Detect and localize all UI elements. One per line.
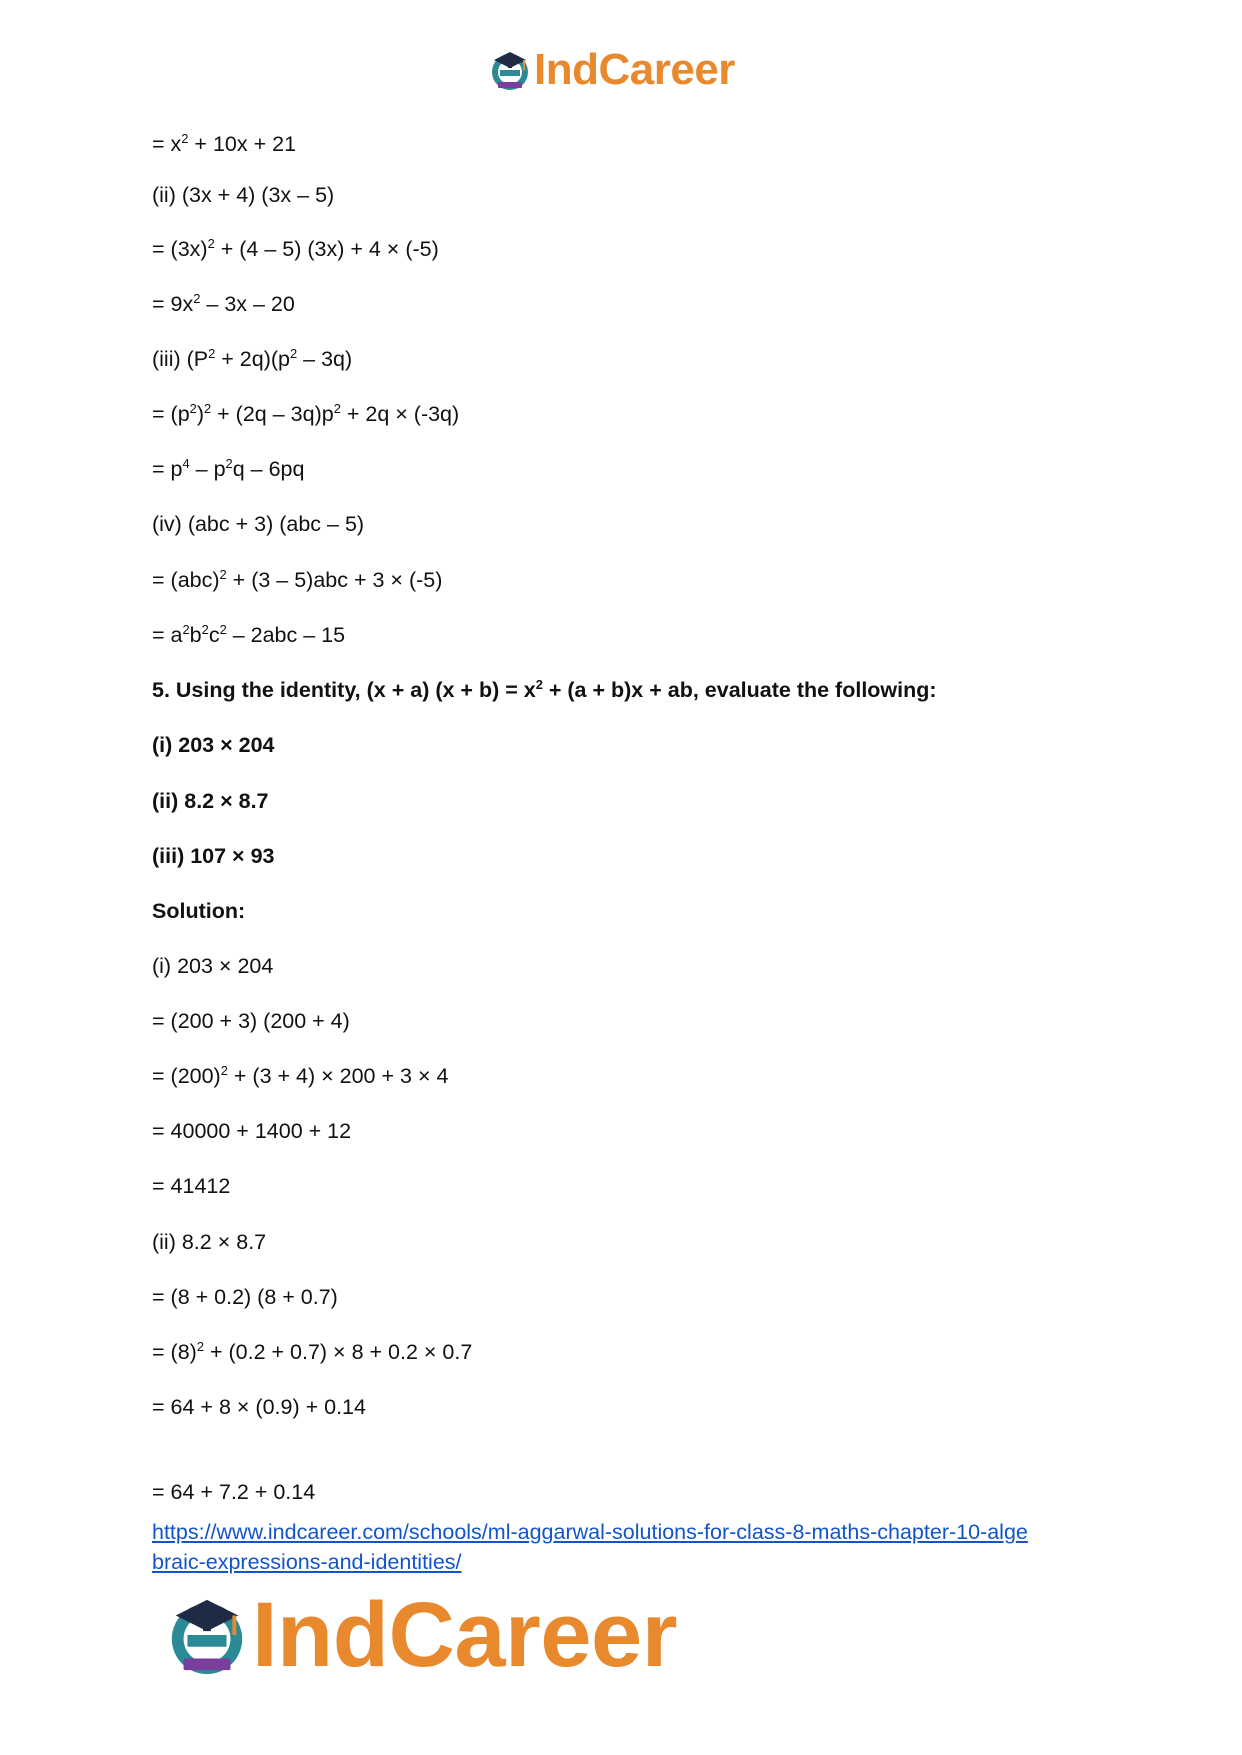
solution-line-2: = (200 + 3) (200 + 4)	[152, 1009, 350, 1033]
line-1: = $x^2 + 10x + 21$	[152, 131, 297, 156]
line-6: = $(p^2)^2 + (2q - 3q)p^2 + 2q \times (-3q)$	[152, 401, 460, 426]
source-link-line-1: https://www.indcareer.com/schools/ml-aggarwal-solutions-for-class-8-maths-chapter-10-alge	[152, 1520, 1028, 1544]
footer-logo-text: IndCareer	[252, 1584, 677, 1686]
solution-line-9: = 64 + 8 × (0.9) + 0.14	[152, 1395, 366, 1419]
line-7: = $p^4 - p^2q - 6pq$	[152, 456, 305, 481]
line-3: = $(3x)^2 + (4 - 5) (3x) + 4 \times (-5)$	[152, 236, 439, 261]
header-logo-text: IndCareer	[534, 45, 735, 94]
solution-line-1: (i) 203 × 204	[152, 954, 274, 978]
line-2: (ii) (3x + 4) (3x – 5)	[152, 183, 335, 207]
line-9: = (abc)$^2$ + (3 – 5)abc + 3 × (-5)	[152, 567, 443, 592]
question-5-part-iii: (iii) 107 × 93	[152, 844, 275, 868]
graduation-cap-book-icon	[164, 1592, 250, 1678]
solution-line-6: (ii) 8.2 × 8.7	[152, 1230, 267, 1254]
question-5-heading: 5. Using the identity, (x + a) $(x + b) = x^2 + (a + b)x$ + ab, evaluate the following:	[152, 677, 937, 702]
line-4: = $9x^2 - 3x - 20$	[152, 291, 295, 316]
header-logo	[488, 42, 735, 98]
solution-line-4: = 40000 + 1400 + 12	[152, 1119, 352, 1143]
source-link-line-2: braic-expressions-and-identities/	[152, 1550, 462, 1574]
line-10: = $a^2b^2c^2 - 2abc - 15$	[152, 622, 346, 647]
question-5-part-ii: (ii) 8.2 × 8.7	[152, 789, 269, 813]
solution-line-7: = (8 + 0.2) (8 + 0.7)	[152, 1285, 338, 1309]
footer-logo	[164, 1584, 677, 1686]
solution-line-8: = $(8)^2 + (0.2 + 0.7) \times 8 + 0.2 \times 0.7$	[152, 1339, 473, 1364]
solution-line-10: = 64 + 7.2 + 0.14	[152, 1480, 316, 1504]
solution-heading: Solution:	[152, 899, 246, 923]
solution-line-5: = 41412	[152, 1174, 231, 1198]
source-link[interactable]	[152, 1517, 1112, 1577]
line-5: (iii) $(P^2 + 2q)(p^2 - 3q)$	[152, 346, 353, 371]
question-5-part-i: (i) 203 × 204	[152, 733, 275, 757]
solution-line-3: = $(200)^2 + (3 + 4) \times 200 + 3 \times 4$	[152, 1063, 449, 1088]
line-8: (iv) (abc + 3) (abc – 5)	[152, 512, 365, 536]
graduation-cap-book-icon	[488, 48, 532, 92]
